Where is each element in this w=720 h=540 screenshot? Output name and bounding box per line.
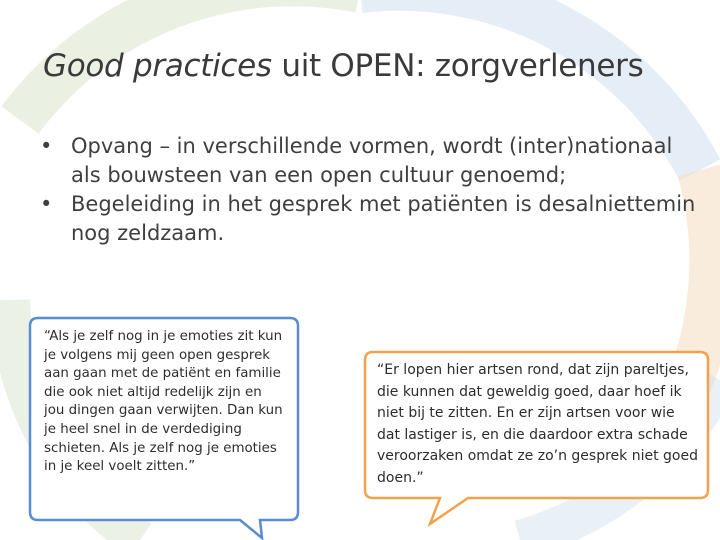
title-rest-part: uit OPEN: zorgverleners xyxy=(271,48,644,84)
title-italic-part: Good practices xyxy=(43,48,272,84)
quote-left-text: “Als je zelf nog in je emoties zit kun je volgens mij geen open gesprek aan gaan met de patiënt en familie die ook niet altijd redelijk zijn en jou dingen gaan verwijten. Dan kun je heel snel in de verdediging schieten. Als je zelf nog je emoties in je keel voelt zitten.” xyxy=(44,329,283,475)
slide-title xyxy=(43,48,703,84)
bullet-item xyxy=(40,190,700,248)
bullet-item xyxy=(40,132,700,190)
quote-right-text: “Er lopen hier artsen rond, dat zijn pareltjes, die kunnen dat geweldig goed, daar hoef ik niet bij te zitten. En er zijn artsen voor wie dat lastiger is, en die daardoor extra schade veroorzaken omdat ze zo’n gesprek niet goed doen.” xyxy=(377,362,698,486)
bullet-dot: • xyxy=(40,134,53,158)
bullet-list xyxy=(40,132,700,248)
bullet-text: Begeleiding in het gesprek met patiënten is desalniettemin nog zeldzaam. xyxy=(71,192,696,245)
bullet-text: Opvang – in verschillende vormen, wordt (inter)nationaal als bouwsteen van een open cultuur genoemd; xyxy=(71,134,673,187)
bullet-dot: • xyxy=(40,192,53,216)
